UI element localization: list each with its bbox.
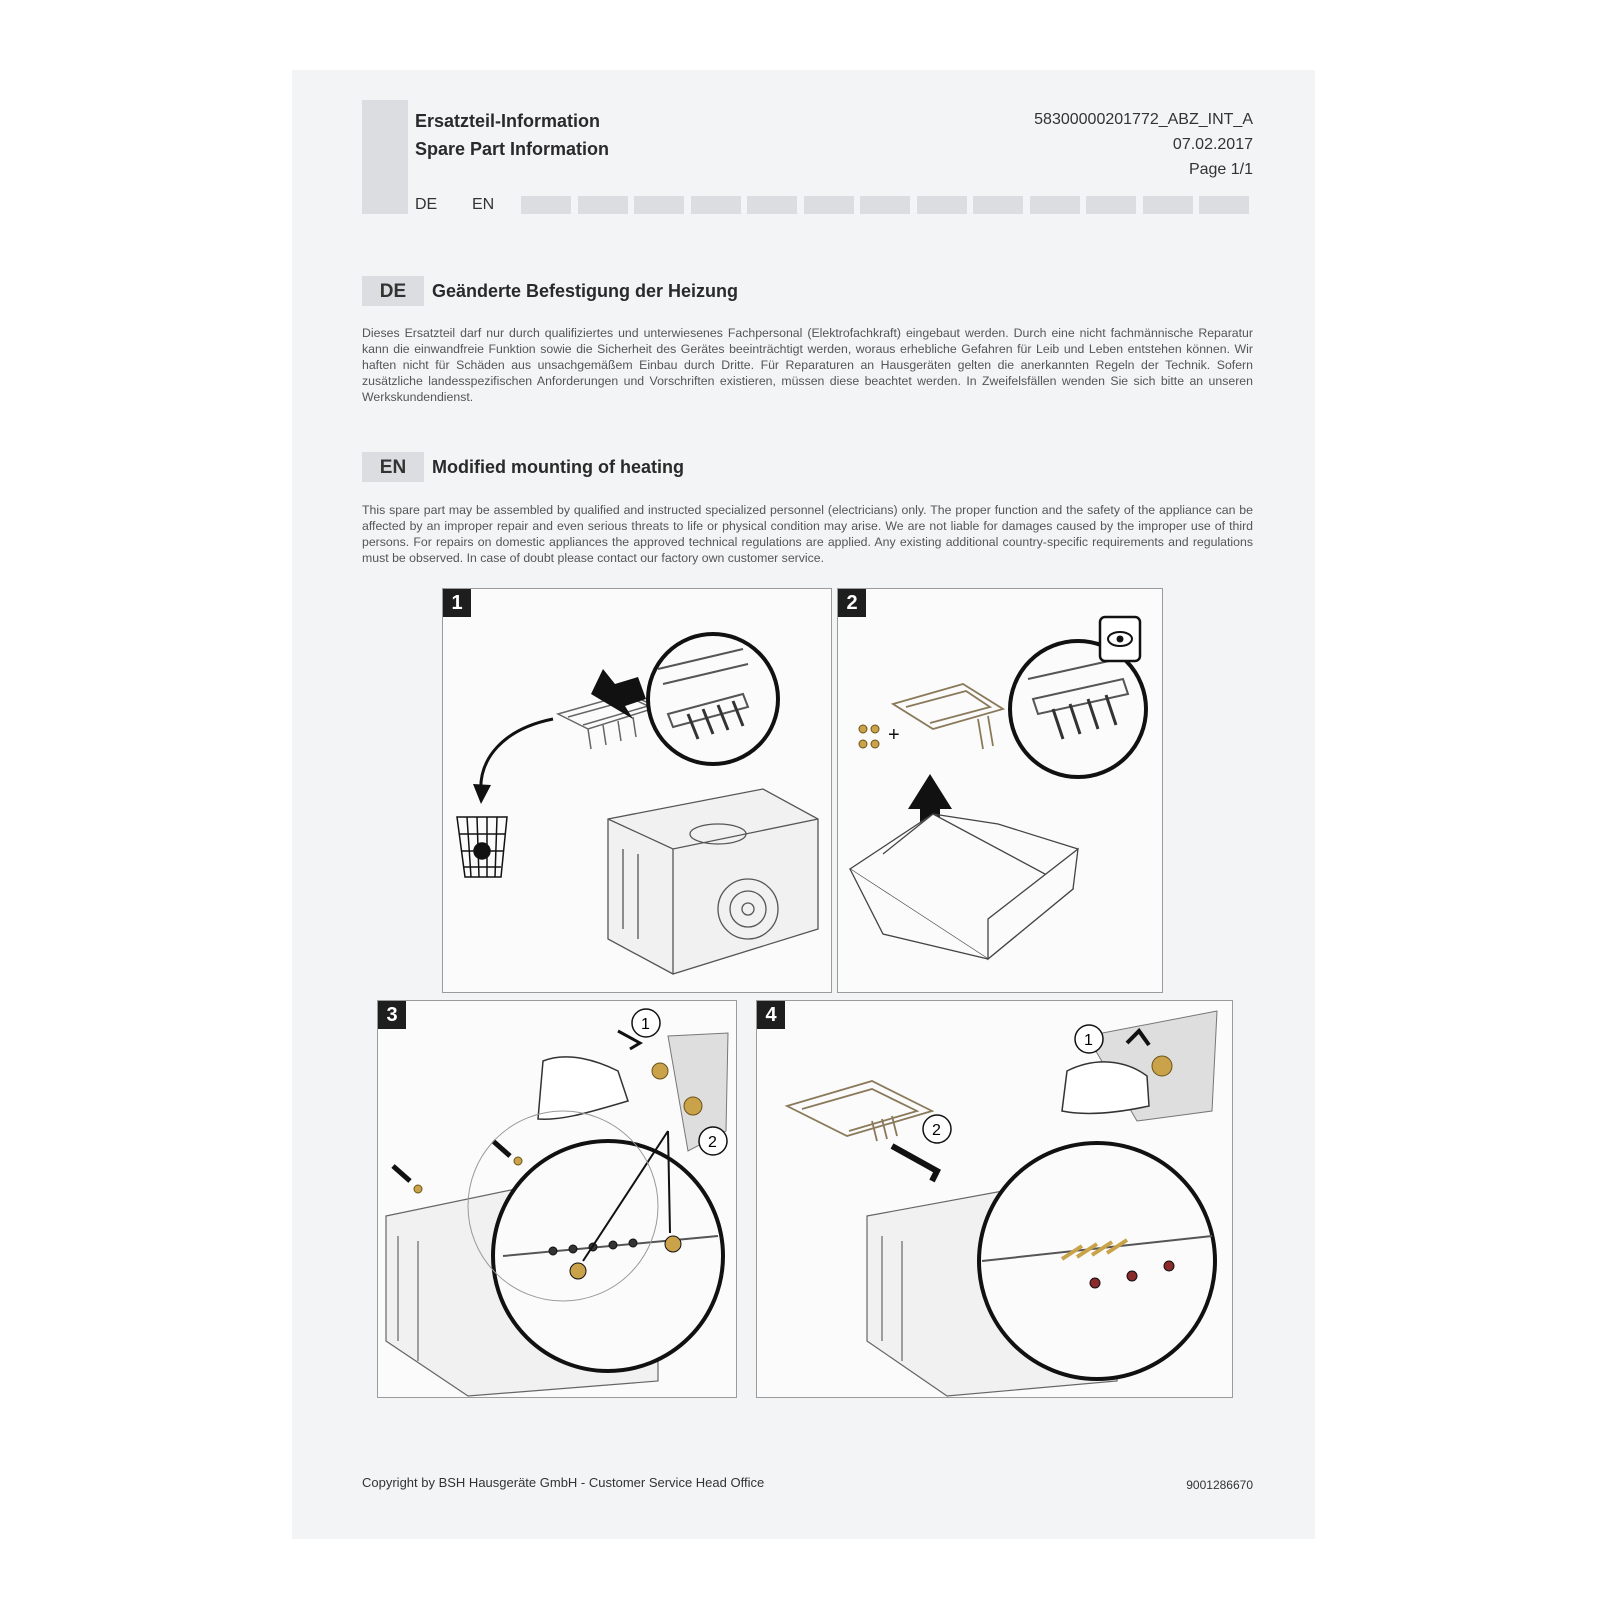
lang-tab-empty — [578, 196, 628, 214]
section-tag-en: EN — [362, 452, 424, 482]
step-3-panel — [377, 1000, 737, 1398]
screw-icon — [1152, 1056, 1172, 1076]
header-accent-bar — [362, 100, 408, 214]
lang-tab-empty — [1030, 196, 1080, 214]
arrow-icon — [393, 1141, 510, 1181]
header-meta — [1034, 107, 1253, 182]
lang-tab-empty — [747, 196, 797, 214]
title-en: Spare Part Information — [415, 139, 610, 159]
lang-tab-empty — [521, 196, 571, 214]
section-title-de: Geänderte Befestigung der Heizung — [432, 281, 739, 301]
recycle-bin-icon — [457, 817, 507, 877]
lang-tab-en[interactable]: EN — [465, 196, 515, 214]
part-number: 9001286670 — [1186, 1478, 1253, 1492]
hand-illustration — [538, 1057, 628, 1119]
step-4-illustration — [757, 1001, 1233, 1398]
step-4-panel — [756, 1000, 1233, 1398]
section-tag-de: DE — [362, 276, 424, 306]
callout-2: 2 — [932, 1122, 941, 1139]
callout-1: 1 — [1084, 1032, 1093, 1049]
callout-1: 1 — [641, 1016, 650, 1033]
lang-tab-empty — [1143, 196, 1193, 214]
title-de: Ersatzteil-Information — [415, 111, 601, 131]
plus-sign: + — [888, 724, 900, 746]
section-text-de: Dieses Ersatzteil darf nur durch qualifiziertes und unterwiesenes Fachpersonal (Elektrofachkraft) eingebaut werden. Durch eine nicht fachmännische Reparatur kann die einwandfreie Funktion sowie die Sicherheit des Gerätes beeinträchtigt werden, woraus erhebliche Gefahren für Leib und Leben entstehen können. Wir haften nicht für Schäden aus unsachgemäßem Einbau durch Dritte. Für Reparaturen an Hausgeräten gelten die anerkannten Regeln der Technik. Sofern zusätzliche landesspezifischen Anforderungen und Vorschriften existieren, müssen diese beachtet werden. In Zweifelsfällen wenden Sie sich bitte an unseren Werkskundendienst. — [362, 326, 1253, 404]
step-1-badge: 1 — [443, 589, 471, 617]
heater-element — [893, 684, 1003, 749]
step-2-badge: 2 — [838, 589, 866, 617]
heater-element — [787, 1081, 932, 1141]
lang-tab-empty — [1199, 196, 1249, 214]
step-3-illustration — [378, 1001, 737, 1398]
arrow-icon — [892, 1146, 937, 1181]
copyright-text: Copyright by BSH Hausgeräte GmbH - Customer Service Head Office — [362, 1475, 765, 1490]
document-page — [292, 70, 1315, 1539]
lang-tab-empty — [917, 196, 967, 214]
hand-illustration — [1062, 1062, 1149, 1114]
step-1-panel — [442, 588, 832, 993]
document-id: 58300000201772_ABZ_INT_A — [1034, 111, 1253, 128]
document-date: 07.02.2017 — [1172, 136, 1253, 153]
step-1-illustration — [443, 589, 832, 993]
page-number: Page 1/1 — [1188, 161, 1253, 178]
lang-tab-empty — [691, 196, 741, 214]
lang-tab-empty — [860, 196, 910, 214]
section-text-en: This spare part may be assembled by qualified and instructed specialized personnel (electricians) only. The proper function and the safety of the appliance can be affected by an improper repair and even serious threats to life or physical condition may arise. We are not liable for damages caused by the improper use of third persons. For repairs on domestic appliances the approved technical regulations are applied. Any existing additional country-specific requirements and regulations must be observed. In case of doubt please contact our factory own customer service. — [362, 503, 1253, 565]
detail-magnifier — [979, 1143, 1215, 1379]
lang-tab-empty — [973, 196, 1023, 214]
curved-arrow-icon — [481, 719, 553, 794]
lang-tab-empty — [804, 196, 854, 214]
step-2-panel — [837, 588, 1163, 993]
step-2-illustration — [838, 589, 1163, 993]
lang-tab-empty — [1086, 196, 1136, 214]
callout-2: 2 — [708, 1134, 717, 1151]
oven-illustration — [608, 789, 818, 974]
header-title — [415, 107, 609, 163]
lang-tab-empty — [634, 196, 684, 214]
screws-icon — [859, 725, 879, 748]
cardboard-box-icon — [850, 814, 1078, 959]
eye-icon — [1100, 617, 1140, 661]
language-tabs — [408, 196, 1261, 214]
step-3-badge: 3 — [378, 1001, 406, 1029]
detail-magnifier — [648, 634, 778, 764]
step-4-badge: 4 — [757, 1001, 785, 1029]
arrow-up-icon — [591, 669, 646, 719]
section-title-en: Modified mounting of heating — [432, 457, 684, 477]
lang-tab-de[interactable]: DE — [408, 196, 458, 214]
